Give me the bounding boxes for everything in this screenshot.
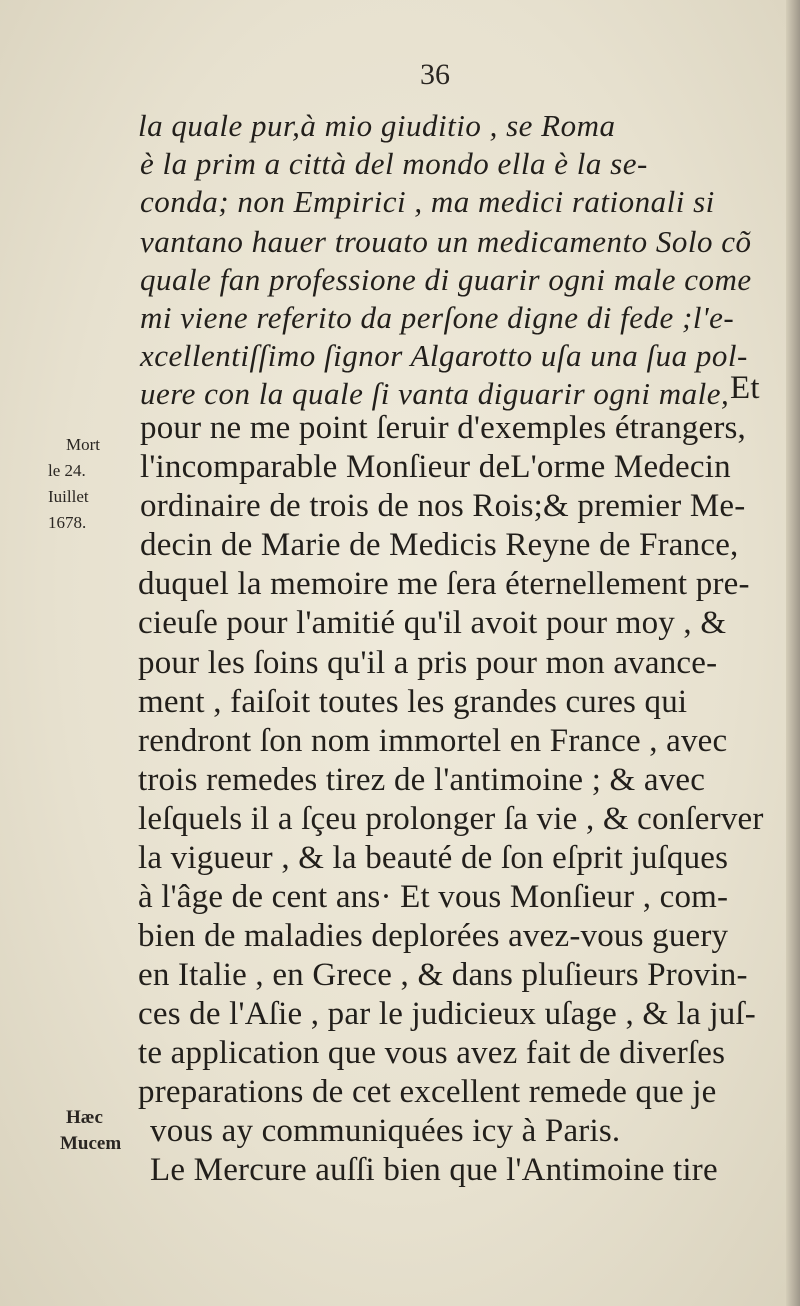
text-line: trois remedes tirez de l'antimoine ; & avec bbox=[138, 762, 706, 798]
text-line: leſquels il a ſçeu prolonger ſa vie , & conſerver bbox=[138, 801, 764, 837]
text-line: duquel la memoire me ſera éternellement pre- bbox=[138, 566, 750, 602]
margin-note-month: Iuillet bbox=[48, 487, 89, 506]
text-line: en Italie , en Grece , & dans pluſieurs Provin- bbox=[138, 957, 748, 993]
text-line: ces de l'Aſie , par le judicieux uſage , & la juſ- bbox=[138, 996, 756, 1032]
text-line: te application que vous avez fait de diverſes bbox=[138, 1035, 726, 1071]
text-line: Le Mercure auſſi bien que l'Antimoine tire bbox=[150, 1152, 718, 1188]
text-line: cieuſe pour l'amitié qu'il avoit pour moy , & bbox=[138, 605, 727, 641]
page-number: 36 bbox=[420, 58, 450, 91]
text-line: pour ne me point ſeruir d'exemples étrangers, bbox=[140, 410, 746, 446]
text-line: bien de maladies deplorées avez-vous guery bbox=[138, 918, 729, 954]
text-line: vous ay communiquées icy à Paris. bbox=[150, 1113, 621, 1149]
text-line: l'incomparable Monſieur deL'orme Medecin bbox=[140, 449, 731, 485]
margin-note-date: le 24. bbox=[48, 461, 86, 480]
margin-note-year: 1678. bbox=[48, 513, 87, 532]
text-line: à l'âge de cent ans· Et vous Monſieur , com- bbox=[138, 879, 729, 915]
text-line: Et bbox=[730, 370, 760, 406]
text-line: vantano hauer trouato un medicamento Solo cõ bbox=[140, 224, 752, 259]
text-line: la quale pur,à mio giuditio , se Roma bbox=[138, 108, 616, 143]
text-line: quale fan professione di guarir ogni male come bbox=[140, 262, 752, 297]
text-line: decin de Marie de Medicis Reyne de France, bbox=[140, 527, 739, 563]
text-line: rendront ſon nom immortel en France , avec bbox=[138, 723, 728, 759]
margin-note-haec: Hæc bbox=[66, 1107, 103, 1128]
text-line: ordinaire de trois de nos Rois;& premier Me- bbox=[140, 488, 746, 524]
text-line: è la prim a città del mondo ella è la se- bbox=[140, 146, 648, 181]
text-line: xcellentiſſimo ſignor Algarotto uſa una ſua pol- bbox=[140, 338, 748, 373]
margin-note-mort: Mort bbox=[66, 435, 100, 454]
text-line: conda; non Empirici , ma medici rationali si bbox=[140, 184, 715, 219]
text-line: uere con la quale ſi vanta diguarir ogni male, bbox=[140, 376, 730, 411]
margin-note-mucem: Mucem bbox=[60, 1133, 122, 1154]
text-line: ment , faiſoit toutes les grandes cures qui bbox=[138, 684, 688, 720]
text-line: pour les ſoins qu'il a pris pour mon avance- bbox=[138, 645, 718, 681]
text-line: mi viene referito da perſone digne di fede ;l'e- bbox=[140, 300, 735, 335]
text-line: la vigueur , & la beauté de ſon eſprit juſques bbox=[138, 840, 729, 876]
text-line: preparations de cet excellent remede que je bbox=[138, 1074, 717, 1110]
